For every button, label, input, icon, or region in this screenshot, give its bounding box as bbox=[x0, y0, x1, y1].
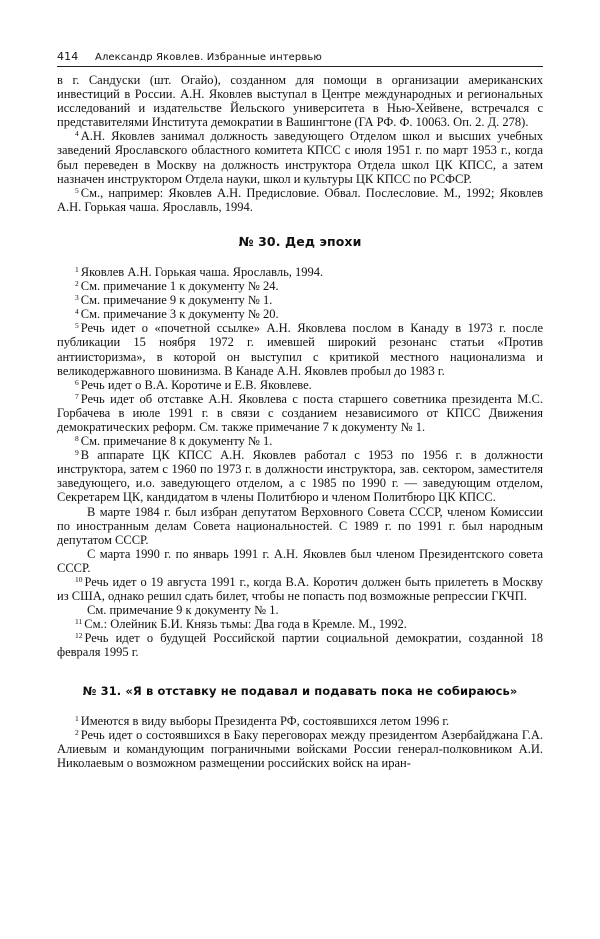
note-item bbox=[57, 631, 543, 659]
note-text: См. примечание 8 к документу № 1. bbox=[80, 434, 273, 449]
note-item bbox=[57, 392, 543, 434]
page-number: 414 bbox=[57, 50, 79, 63]
note-number: 6 bbox=[75, 377, 79, 387]
note-text: Речь идет о 19 августа 1991 г., когда В.А. Коротич должен быть прилететь в Москву из США, однако решил сдать билет, чтобы не попасть под возможные репрессии ГКЧП. bbox=[57, 575, 543, 604]
running-title: Александр Яковлев. Избранные интервью bbox=[95, 52, 322, 63]
section-31-notes bbox=[57, 714, 543, 770]
section-30-heading: № 30. Дед эпохи bbox=[238, 233, 362, 249]
note-paragraph: В марте 1984 г. был избран депутатом Верховного Совета СССР, членом Комиссии по иностранным делам Совета национальностей. С 1989 г. по 1991 г. был народным депутатом СССР. bbox=[57, 504, 543, 547]
note-item bbox=[57, 321, 543, 377]
note-number: 4 bbox=[75, 307, 79, 317]
note-number: 11 bbox=[75, 617, 83, 627]
note-number: 12 bbox=[75, 631, 83, 641]
note-item bbox=[57, 728, 543, 770]
running-head bbox=[57, 50, 543, 67]
note-text: В аппарате ЦК КПСС А.Н. Яковлев работал с 1953 по 1956 г. в должности инструктора, затем с 1960 по 1973 г. в должности инструктора, зав. сектором, заместителя заведующего, и.о. заведующего отделом, а с 1985 по 1990 г. — заведующим отделом, Секретарем ЦК, кандидатом в члены Политбюро и членом Политбюро ЦК КПСС. bbox=[57, 448, 543, 505]
note-item bbox=[57, 293, 543, 307]
note-number: 9 bbox=[75, 448, 79, 458]
note-text: Речь идет об отставке А.Н. Яковлева с поста старшего советника президента М.С. Горбачева в июле 1991 г. в связи с созданием независимого от КПСС Движения демократических реформ. См. также примечание 7 к документу № 1. bbox=[57, 391, 543, 434]
note-paragraph: С марта 1990 г. по январь 1991 г. А.Н. Яковлев был членом Президентского совета СССР. bbox=[57, 546, 543, 575]
note-text: Яковлев А.Н. Горькая чаша. Ярославль, 1994. bbox=[80, 264, 324, 279]
note-text: Речь идет о состоявшихся в Баку переговорах между президентом Азербайджана Г.А. Алиевым и командующим пограничными войсками России генерал-полковником А.И. Николаевым о возможном размещении российских войск на иран- bbox=[57, 727, 543, 770]
note-item bbox=[57, 714, 543, 728]
note-text: Речь идет о «почетной ссылке» А.Н. Яковлева послом в Канаду в 1973 г. после публикации 15 ноября 1972 г. имевшей широкий резонанс статьи «Против антиисторизма», в которой он выступил с критикой местного национализма и великодержавного шовинизма. В Канаде А.Н. Яковлев пробыл до 1983 г. bbox=[57, 321, 543, 378]
note-item bbox=[57, 617, 543, 631]
note-text: См.: Олейник Б.И. Князь тьмы: Два года в Кремле. М., 1992. bbox=[84, 617, 407, 632]
note-item bbox=[57, 129, 543, 185]
note-item bbox=[57, 378, 543, 392]
note-text: Имеются в виду выборы Президента РФ, состоявшихся летом 1996 г. bbox=[80, 713, 450, 728]
note-continuation: в г. Сандуски (шт. Огайо), созданном для помощи в организации американских инвестиций в России. А.Н. Яковлев выступал в Центре международных и региональных исследований и издательстве Йельского университета в Нью-Хейвене, встречался с представителями Института демократии в Вашингтоне (ГА РФ. Ф. 10063. Оп. 2. Д. 278). bbox=[57, 73, 543, 130]
note-paragraph: См. примечание 9 к документу № 1. bbox=[87, 603, 279, 618]
note-text: См., например: Яковлев А.Н. Предисловие. Обвал. Послесловие. М., 1992; Яковлев А.Н. Горькая чаша. Ярославль, 1994. bbox=[57, 185, 543, 214]
note-number: 7 bbox=[75, 391, 79, 401]
note-number: 1 bbox=[75, 713, 79, 723]
note-text: См. примечание 1 к документу № 24. bbox=[80, 279, 279, 294]
note-item bbox=[57, 186, 543, 214]
note-text: Речь идет о В.А. Коротиче и Е.В. Яковлеве. bbox=[80, 377, 312, 392]
note-number: 5 bbox=[75, 185, 79, 195]
note-number: 3 bbox=[75, 293, 79, 303]
page bbox=[57, 50, 543, 770]
note-number: 2 bbox=[75, 727, 79, 737]
section-31-heading: № 31. «Я в отставку не подавал и подавать пока не собираюсь» bbox=[82, 683, 518, 698]
note-text: См. примечание 3 к документу № 20. bbox=[80, 307, 279, 322]
note-text: А.Н. Яковлев занимал должность заведующего Отделом школ и высших учебных заведений Ярославского областного комитета КПСС с июля 1951 г. по март 1953 г., когда был переведен в Москву на должность инструктора Отдела школ ЦК КПСС, а затем назначен инструктором Отдела науки, школ и культуры ЦК КПСС по РСФСР. bbox=[57, 129, 543, 186]
notes-top bbox=[57, 73, 543, 214]
note-item bbox=[57, 434, 543, 448]
note-item bbox=[57, 307, 543, 321]
note-item bbox=[57, 279, 543, 293]
note-number: 5 bbox=[75, 321, 79, 331]
note-number: 1 bbox=[75, 264, 79, 274]
note-number: 10 bbox=[75, 575, 83, 584]
note-number: 8 bbox=[75, 434, 79, 444]
note-item bbox=[57, 448, 543, 504]
note-item bbox=[57, 265, 543, 279]
note-number: 4 bbox=[75, 129, 79, 139]
note-text: См. примечание 9 к документу № 1. bbox=[80, 293, 273, 308]
section-30-notes bbox=[57, 265, 543, 660]
note-text: Речь идет о будущей Российской партии социальной демократии, созданной 18 февраля 1995 г. bbox=[57, 631, 543, 660]
note-item bbox=[57, 575, 543, 603]
note-number: 2 bbox=[75, 279, 79, 289]
